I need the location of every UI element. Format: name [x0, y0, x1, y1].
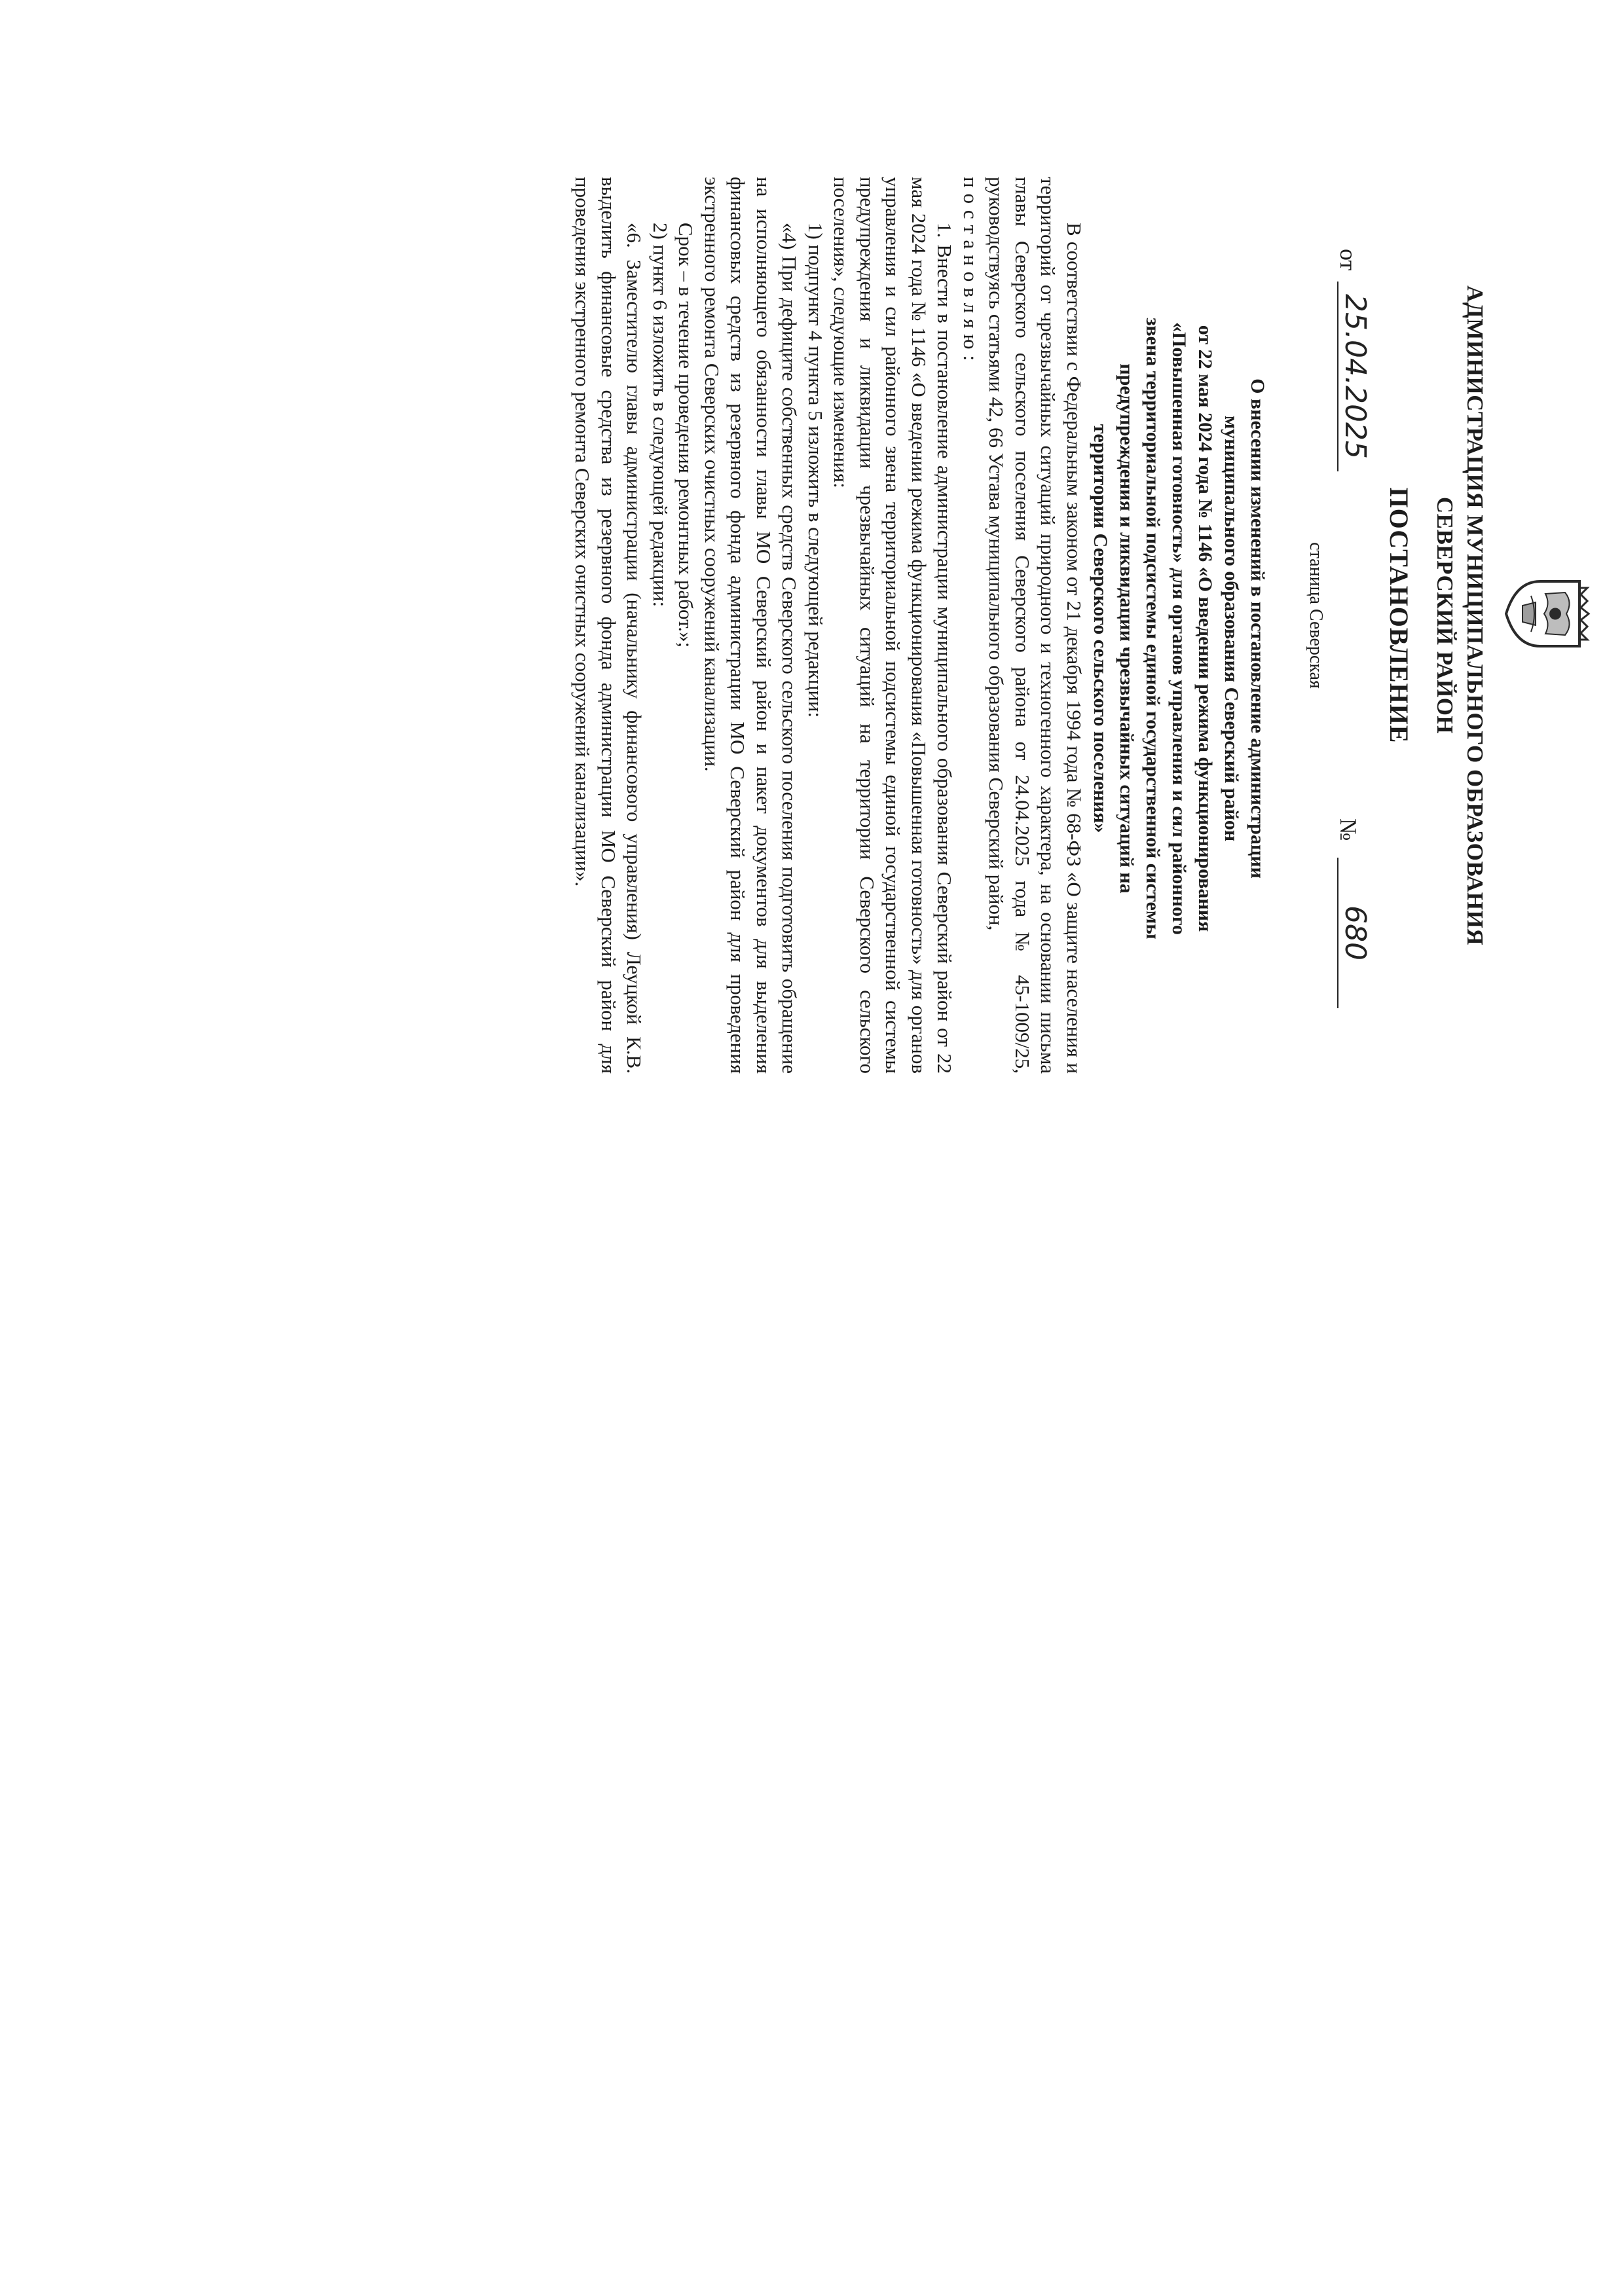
item-1-paragraph: 1. Внести в постановление администрации муниципального образования Северский район от 22 мая 2024 года № 1146 «О введении режима функционирования «Повышенная готовность» для органов управления и сил районного звена территориальной подсистемы единой государственной системы предупреждения и ликвидации чрезвычайных ситуаций на территории Северского сельского поселения», следующие изменения: — [830, 177, 957, 1074]
subitem-1-deadline: Срок – в течение проведения ремонтных работ.»; — [674, 223, 698, 648]
place-label: станица Северская — [1306, 542, 1326, 689]
number-label: № — [1335, 818, 1361, 841]
subject-line: «Повышенная готовность» для органов управления и сил районного — [1168, 322, 1190, 935]
subject-line: звена территориальной подсистемы единой государственной системы — [1142, 318, 1164, 939]
subject-line: О внесении изменений в постановление администрации — [1247, 378, 1268, 879]
subject-line: предупреждения и ликвидации чрезвычайных ситуаций на — [1116, 363, 1137, 894]
subject-line: муниципального образования Северский район — [1221, 415, 1242, 842]
subitem-2-text: «6. Заместителю главы администрации (начальнику финансового управления) Леуцкой К.В. выделить финансовые средства из резервного фонда администрации МО Северский район для проведения экстренного ремонта Северских очистных сооружений канализации». — [571, 177, 646, 1074]
coat-of-arms-emblem — [1503, 576, 1591, 651]
header-line-2: СЕВЕРСКИЙ РАЙОН — [1432, 496, 1458, 735]
decree-keyword: постановляю: — [959, 177, 982, 367]
document-body — [570, 177, 1087, 1074]
administration-header — [1430, 170, 1490, 1061]
date-handwritten-value: 25.04.2025 — [1337, 282, 1372, 471]
document-subject — [1087, 236, 1270, 1021]
document-title: ПОСТАНОВЛЕНИЕ — [1384, 487, 1414, 744]
preamble-paragraph: В соответствии с Федеральным законом от 21 декабря 1994 года № 68-ФЗ «О защите населения и территорий от чрезвычайных ситуаций природного и техногенного характера, на основании письма главы Северского сельского поселения Северского района от 24.04.2025 года № 45-1009/25, руководствуясь статьями 42, 66 Устава муниципального образования Северский район, — [985, 177, 1086, 1074]
subject-line: территории Северского сельского поселения» — [1090, 424, 1111, 833]
subitem-1-heading: 1) подпункт 4 пункта 5 изложить в следующей редакции: — [804, 223, 827, 718]
header-line-1: АДМИНИСТРАЦИЯ МУНИЦИПАЛЬНОГО ОБРАЗОВАНИЯ — [1462, 285, 1488, 945]
date-label: от — [1335, 249, 1361, 271]
subitem-1-text: «4) При дефиците собственных средств Северского сельского поселения подготовить обращение на исполняющего обязанности главы МО Северский район и пакет документов для выделения финансовых средств из резервного фонда администрации МО Северский район для проведения экстренного ремонта Северских очистных сооружений канализации. — [701, 177, 802, 1074]
subitem-2-heading: 2) пункт 6 изложить в следующей редакции: — [649, 223, 672, 608]
subject-line: от 22 мая 2024 года № 1146 «О введении режима функционирования — [1194, 325, 1216, 932]
number-handwritten-value: 680 — [1337, 858, 1372, 1008]
